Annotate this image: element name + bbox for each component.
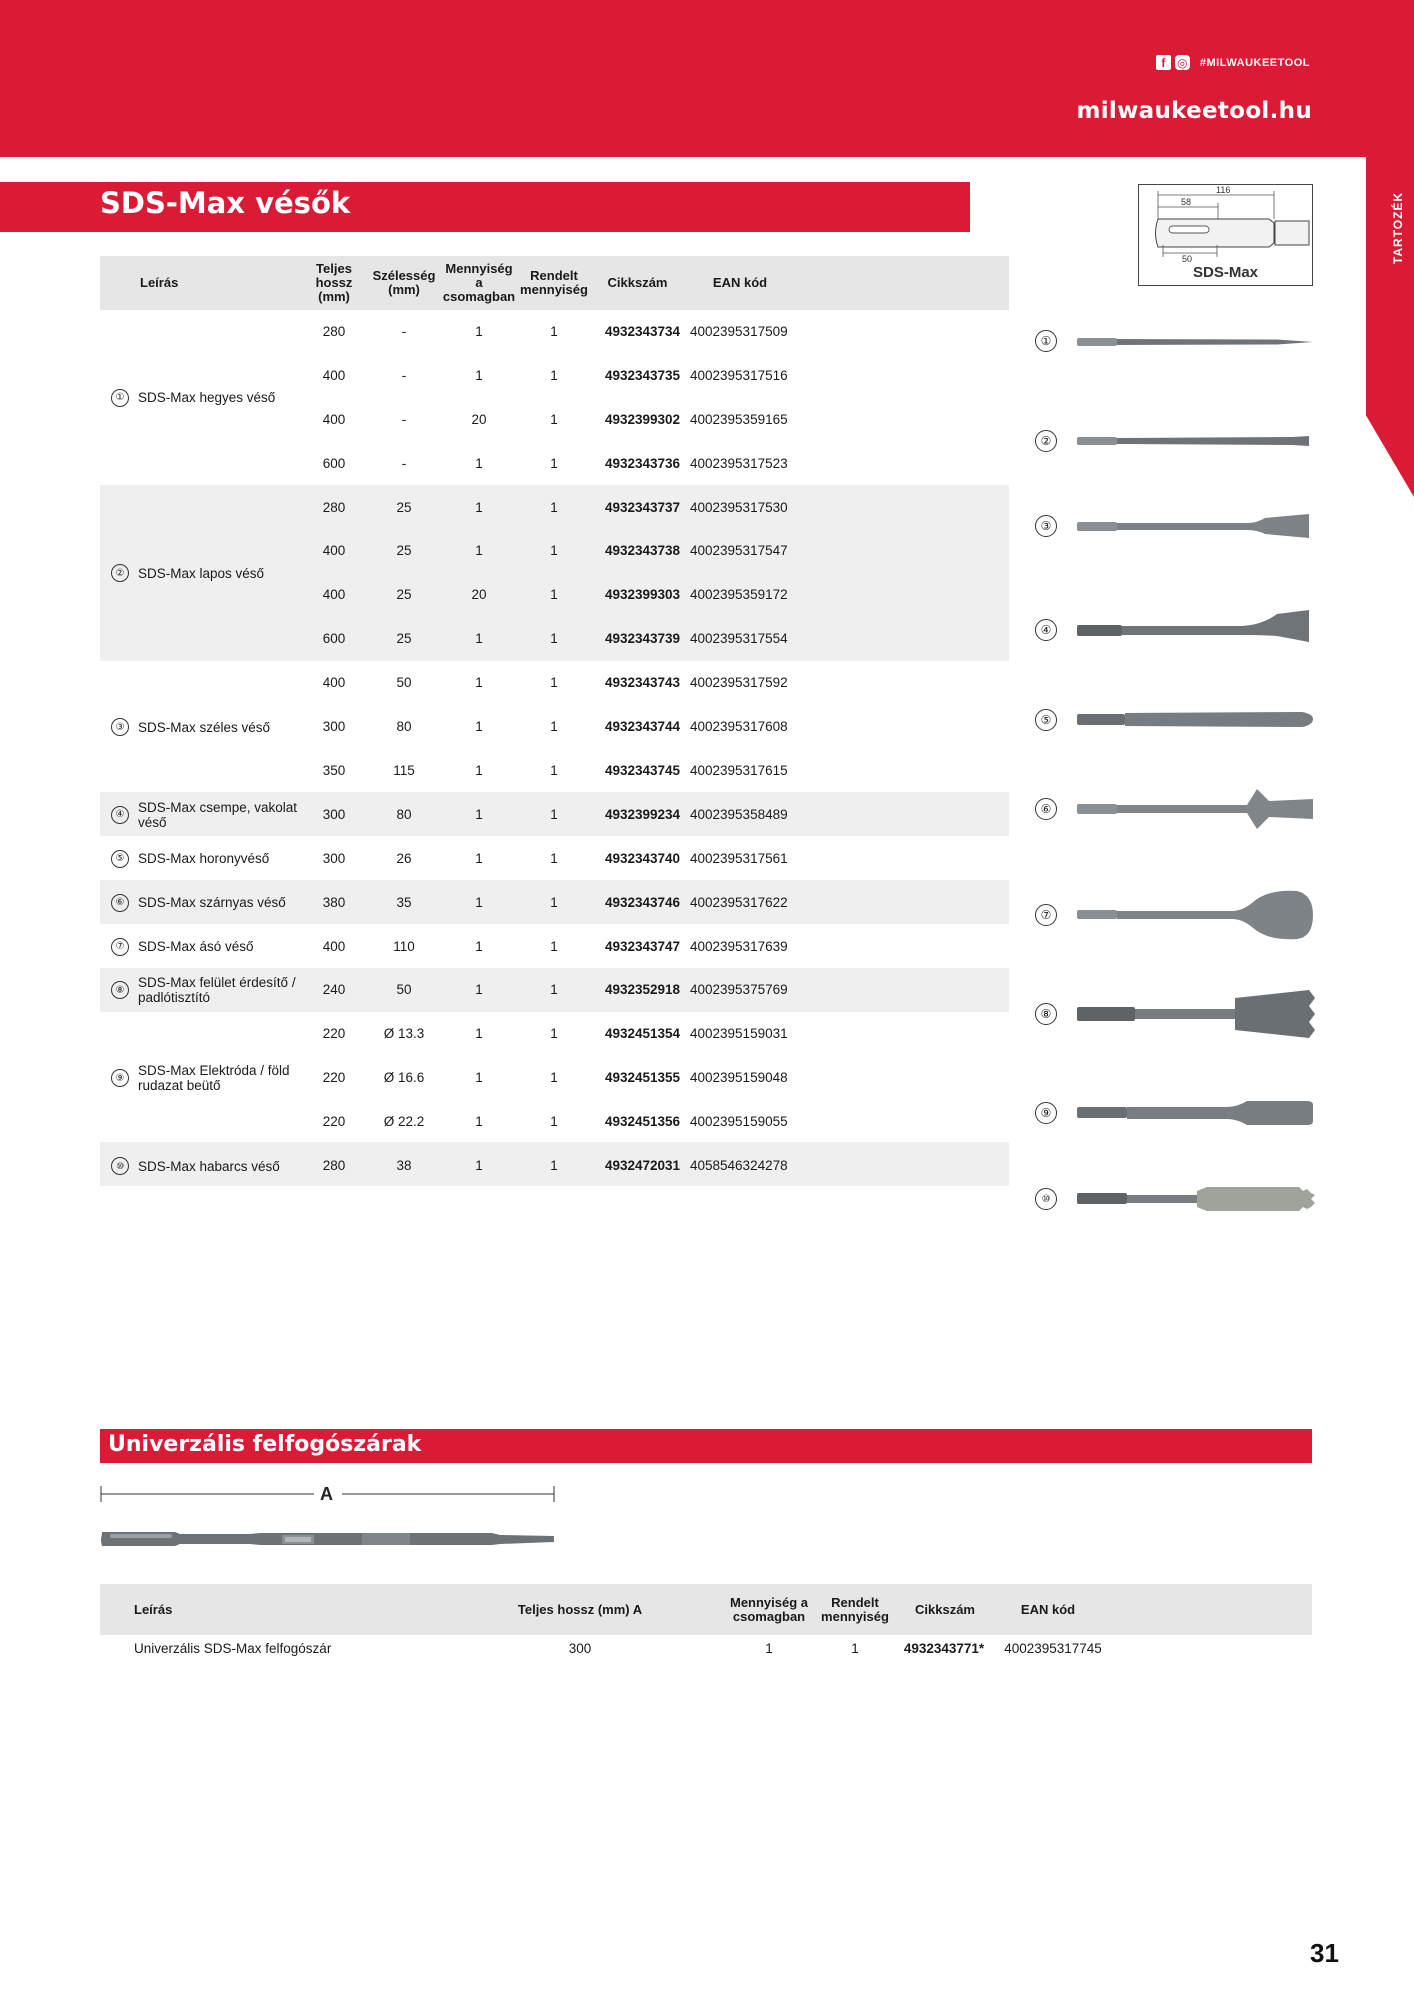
cell-article: 4932343735 <box>604 367 681 383</box>
cell-length: 300 <box>322 850 346 866</box>
cell-ean: 4002395375769 <box>690 982 788 998</box>
cell-order-qty: 1 <box>550 675 558 691</box>
cell-pack-qty: 1 <box>475 982 483 998</box>
col-pack-qty: Mennyiség a csomagban <box>729 1594 809 1624</box>
cell-article: 4932451354 <box>604 1026 681 1042</box>
group-name: SDS-Max széles véső <box>138 719 271 735</box>
cell-ean: 4002395159048 <box>690 1070 788 1086</box>
cell-ean: 4002395317530 <box>690 499 788 515</box>
product-image-1 <box>1025 311 1325 371</box>
cell-ean: 4002395317639 <box>690 938 788 954</box>
cell-length: 300 <box>322 719 346 735</box>
cell-width: Ø 13.3 <box>383 1026 425 1042</box>
group-label <box>111 486 264 662</box>
cell-ean: 4002395317592 <box>690 675 788 691</box>
cell-length: 220 <box>322 1026 346 1042</box>
diagram-caption: SDS-Max <box>1192 264 1259 281</box>
cell-width: 25 <box>396 499 412 515</box>
cell-ean: 4002395358489 <box>690 806 788 822</box>
cell-pack-qty: 1 <box>475 938 483 954</box>
product-image-2 <box>1025 411 1325 471</box>
group-number: ④ <box>111 806 129 824</box>
table-header <box>100 256 1009 310</box>
col-order-qty: Rendelt mennyiség <box>520 268 588 297</box>
cell-article: 4932399234 <box>604 806 681 822</box>
cell-pack-qty: 1 <box>475 1114 483 1130</box>
bush-hammer-icon <box>1077 984 1337 1044</box>
cell-order-qty: 1 <box>550 367 558 383</box>
cell-width: 25 <box>396 587 412 603</box>
group-label <box>111 969 298 1013</box>
mortar-chisel-icon <box>1077 1169 1337 1229</box>
instagram-icon[interactable]: ◎ <box>1175 55 1190 70</box>
shank-drawing <box>1139 185 1311 263</box>
cell-order-qty: 1 <box>550 719 558 735</box>
group-label <box>111 837 269 881</box>
cell-pack-qty: 1 <box>475 455 483 471</box>
group-label <box>111 881 286 925</box>
section-title: SDS-Max vésők <box>100 186 351 220</box>
cell-article: 4932343734 <box>604 323 681 339</box>
cell-order-qty: 1 <box>851 1641 859 1656</box>
cell-width: Ø 16.6 <box>383 1070 425 1086</box>
product-image-6 <box>1025 779 1325 839</box>
cell-ean: 4002395317547 <box>690 543 788 559</box>
cell-width: 35 <box>396 894 412 910</box>
col-article: Cikkszám <box>915 1601 975 1617</box>
cell-length: 400 <box>322 367 346 383</box>
cell-width: - <box>401 323 407 339</box>
cell-width: 80 <box>396 719 412 735</box>
group-name: SDS-Max szárnyas véső <box>138 895 286 911</box>
col-length: Teljes hossz (mm) A <box>517 1601 643 1617</box>
cell-length: 300 <box>322 806 346 822</box>
product-image-7 <box>1025 885 1325 945</box>
col-description: Leírás <box>134 1601 173 1617</box>
group-label <box>111 310 275 486</box>
group-number: ③ <box>111 718 129 736</box>
cell-order-qty: 1 <box>550 894 558 910</box>
cell-ean: 4002395317615 <box>690 762 788 778</box>
cell-order-qty: 1 <box>550 938 558 954</box>
group-label <box>111 793 298 837</box>
cell-length: 300 <box>568 1641 592 1656</box>
shank-diagram <box>1138 184 1313 286</box>
cell-length: 400 <box>322 938 346 954</box>
social-links <box>1156 55 1310 70</box>
cell-article: 4932343746 <box>604 894 681 910</box>
cell-order-qty: 1 <box>550 850 558 866</box>
cell-length: 600 <box>322 631 346 647</box>
col-article: Cikkszám <box>607 275 668 290</box>
cell-order-qty: 1 <box>550 982 558 998</box>
spade-chisel-icon <box>1077 885 1337 945</box>
group-label <box>111 925 254 969</box>
cell-article: 4932343739 <box>604 631 681 647</box>
cell-ean: 4002395359165 <box>690 411 788 427</box>
cell-length: 600 <box>322 455 346 471</box>
cell-article: 4932343743 <box>604 675 681 691</box>
cell-description: Univerzális SDS-Max felfogószár <box>134 1641 332 1656</box>
cell-article: 4932343740 <box>604 850 681 866</box>
cell-pack-qty: 20 <box>471 587 487 603</box>
dim-mid: 58 <box>1181 197 1192 207</box>
cell-pack-qty: 1 <box>475 631 483 647</box>
group-number: ⑨ <box>111 1069 129 1087</box>
cell-article: 4932343737 <box>604 499 681 515</box>
cell-length: 220 <box>322 1114 346 1130</box>
cell-ean: 4002395317745 <box>1004 1641 1102 1656</box>
dimension-label: A <box>320 1484 333 1504</box>
cell-pack-qty: 1 <box>475 762 483 778</box>
group-name: SDS-Max felület érdesítő / padlótisztító <box>138 975 296 1006</box>
cell-article: 4932343747 <box>604 938 681 954</box>
facebook-icon[interactable]: f <box>1156 55 1171 70</box>
pointed-chisel-icon <box>1077 311 1337 371</box>
cell-ean: 4002395159055 <box>690 1114 788 1130</box>
hashtag: #MILWAUKEETOOL <box>1199 56 1310 69</box>
table-header <box>100 1584 1312 1635</box>
page-number: 31 <box>1310 1938 1339 1968</box>
group-number: ⑩ <box>111 1157 129 1175</box>
col-width: Szélesség (mm) <box>372 268 436 297</box>
image-label: ⑦ <box>1035 904 1057 926</box>
header-banner <box>0 0 1414 157</box>
group-name: SDS-Max ásó véső <box>138 939 254 955</box>
cell-pack-qty: 1 <box>475 850 483 866</box>
wide-chisel-icon <box>1077 496 1337 556</box>
cell-length: 400 <box>322 675 346 691</box>
image-label: ⑤ <box>1035 709 1057 731</box>
cell-ean: 4002395317608 <box>690 719 788 735</box>
image-label: ④ <box>1035 619 1057 641</box>
cell-length: 350 <box>322 762 346 778</box>
group-number: ⑧ <box>111 981 129 999</box>
group-name: SDS-Max hegyes véső <box>138 390 276 406</box>
cell-ean: 4002395317516 <box>690 367 788 383</box>
cell-order-qty: 1 <box>550 631 558 647</box>
cell-pack-qty: 1 <box>475 719 483 735</box>
product-image-3 <box>1025 496 1325 556</box>
cell-order-qty: 1 <box>550 455 558 471</box>
tile-chisel-icon <box>1077 600 1337 660</box>
ground-rod-driver-icon <box>1077 1083 1337 1143</box>
cell-pack-qty: 1 <box>475 1026 483 1042</box>
cell-width: - <box>401 411 407 427</box>
cell-article: 4932451355 <box>604 1070 681 1086</box>
cell-length: 400 <box>322 411 346 427</box>
group-number: ⑤ <box>111 850 129 868</box>
group-name: SDS-Max csempe, vakolat véső <box>138 799 298 830</box>
cell-order-qty: 1 <box>550 806 558 822</box>
cell-pack-qty: 1 <box>765 1641 773 1656</box>
cell-order-qty: 1 <box>550 1158 558 1174</box>
cell-pack-qty: 1 <box>475 1070 483 1086</box>
cell-order-qty: 1 <box>550 499 558 515</box>
cell-order-qty: 1 <box>550 1114 558 1130</box>
product-image-9 <box>1025 1083 1325 1143</box>
cell-pack-qty: 1 <box>475 894 483 910</box>
cell-ean: 4002395317622 <box>690 894 788 910</box>
side-tab-label: TARTOZÉK <box>1391 191 1405 265</box>
cell-ean: 4002395359172 <box>690 587 788 603</box>
cell-ean: 4002395317509 <box>690 323 788 339</box>
image-label: ⑨ <box>1035 1102 1057 1124</box>
cell-ean: 4002395317554 <box>690 631 788 647</box>
dim-total: 116 <box>1216 185 1231 195</box>
col-ean: EAN kód <box>1020 1601 1076 1617</box>
cell-order-qty: 1 <box>550 323 558 339</box>
dim-bottom: 50 <box>1182 254 1193 263</box>
cell-order-qty: 1 <box>550 587 558 603</box>
col-order-qty: Rendelt mennyiség <box>821 1594 889 1624</box>
cell-width: 26 <box>396 850 412 866</box>
group-number: ② <box>111 564 129 582</box>
group-number: ⑦ <box>111 938 129 956</box>
cell-article: 4932472031 <box>604 1158 681 1174</box>
side-tab <box>1366 157 1414 497</box>
group-name: SDS-Max horonyvéső <box>138 851 270 867</box>
col-description: Leírás <box>140 275 179 290</box>
product-image-5 <box>1025 690 1325 750</box>
group-label <box>111 1144 280 1188</box>
image-label: ① <box>1035 330 1057 352</box>
cell-pack-qty: 1 <box>475 675 483 691</box>
col-pack-qty: Mennyiség a csomagban <box>442 261 516 304</box>
website-link[interactable]: milwaukeetool.hu <box>1076 98 1312 124</box>
image-label: ② <box>1035 430 1057 452</box>
image-label: ⑥ <box>1035 798 1057 820</box>
cell-width: 115 <box>393 762 415 778</box>
cell-pack-qty: 20 <box>471 411 487 427</box>
cell-pack-qty: 1 <box>475 499 483 515</box>
cell-order-qty: 1 <box>550 1026 558 1042</box>
cell-width: - <box>401 367 407 383</box>
cell-width: 50 <box>396 675 412 691</box>
cell-width: 110 <box>393 938 415 954</box>
cell-article: 4932352918 <box>604 982 681 998</box>
cell-length: 280 <box>322 1158 346 1174</box>
cell-pack-qty: 1 <box>475 323 483 339</box>
cell-width: Ø 22.2 <box>383 1114 425 1130</box>
cell-order-qty: 1 <box>550 1070 558 1086</box>
cell-ean: 4002395159031 <box>690 1026 788 1042</box>
gouge-chisel-icon <box>1077 690 1337 750</box>
cell-pack-qty: 1 <box>475 806 483 822</box>
cell-article: 4932343736 <box>604 455 681 471</box>
section-title: Univerzális felfogószárak <box>108 1432 422 1457</box>
cell-order-qty: 1 <box>550 762 558 778</box>
col-ean: EAN kód <box>712 275 768 290</box>
group-label <box>111 661 270 793</box>
cell-width: - <box>401 455 407 471</box>
group-number: ⑥ <box>111 894 129 912</box>
product-image-4 <box>1025 600 1325 660</box>
image-label: ⑩ <box>1035 1188 1057 1210</box>
cell-width: 25 <box>396 631 412 647</box>
cell-length: 240 <box>322 982 346 998</box>
product-image-10 <box>1025 1169 1325 1229</box>
cell-ean: 4002395317523 <box>690 455 788 471</box>
cell-article: 4932451356 <box>604 1114 681 1130</box>
cell-width: 25 <box>396 543 412 559</box>
product-image-8 <box>1025 984 1325 1044</box>
image-label: ⑧ <box>1035 1003 1057 1025</box>
cell-length: 400 <box>322 587 346 603</box>
cell-pack-qty: 1 <box>475 367 483 383</box>
cell-ean: 4002395317561 <box>690 850 788 866</box>
cell-article: 4932399302 <box>604 411 681 427</box>
cell-article: 4932399303 <box>604 587 681 603</box>
group-name: SDS-Max Elektróda / föld rudazat beütő <box>138 1063 290 1094</box>
flat-chisel-icon <box>1077 411 1337 471</box>
cell-article: 4932343744 <box>604 719 681 735</box>
cell-width: 50 <box>396 982 412 998</box>
cell-length: 280 <box>322 499 346 515</box>
group-name: SDS-Max habarcs véső <box>138 1158 280 1174</box>
cell-pack-qty: 1 <box>475 1158 483 1174</box>
cell-length: 280 <box>322 323 346 339</box>
cell-length: 400 <box>322 543 346 559</box>
group-label <box>111 1012 298 1144</box>
cell-article: 4932343771* <box>903 1641 985 1656</box>
cell-length: 220 <box>322 1070 346 1086</box>
cell-pack-qty: 1 <box>475 543 483 559</box>
universal-shank-icon <box>100 1482 556 1562</box>
winged-chisel-icon <box>1077 779 1337 839</box>
cell-order-qty: 1 <box>550 543 558 559</box>
cell-article: 4932343738 <box>604 543 681 559</box>
group-number: ① <box>111 389 129 407</box>
cell-length: 380 <box>322 894 346 910</box>
cell-article: 4932343745 <box>604 762 681 778</box>
cell-order-qty: 1 <box>550 411 558 427</box>
image-label: ③ <box>1035 515 1057 537</box>
cell-width: 80 <box>396 806 412 822</box>
cell-width: 38 <box>396 1158 412 1174</box>
group-name: SDS-Max lapos véső <box>138 565 265 581</box>
cell-ean: 4058546324278 <box>690 1158 788 1174</box>
col-length: Teljes hossz (mm) <box>315 261 353 304</box>
